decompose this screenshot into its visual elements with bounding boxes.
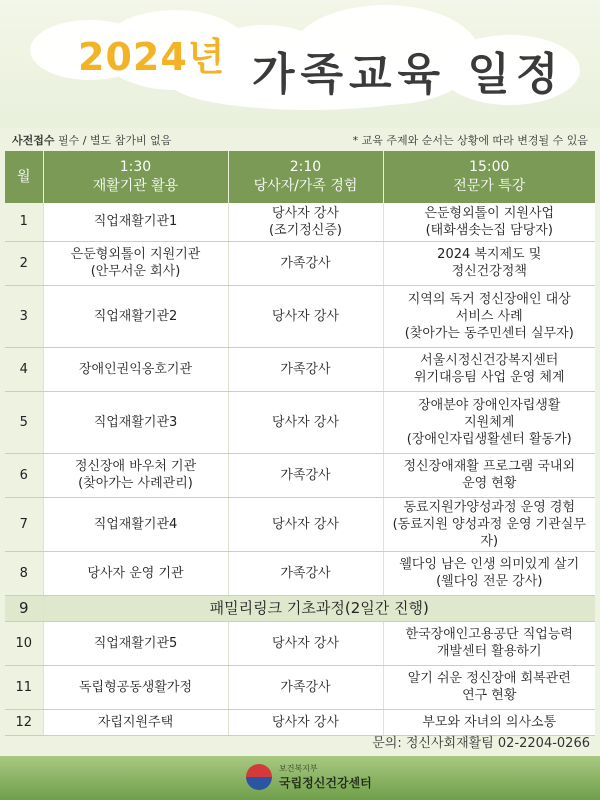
schedule-table: [5, 151, 595, 736]
schedule-cell: [43, 241, 228, 285]
year-heading: 2024년: [78, 35, 226, 79]
cell-line: 위기대응팀 사업 운영 체계: [413, 370, 565, 385]
month-cell: 12: [5, 709, 43, 735]
cell-line: 2024 복지제도 및: [437, 247, 542, 262]
cell-line: 정신장애 바우처 기관: [74, 459, 197, 474]
schedule-cell: [228, 347, 383, 391]
table-row: [5, 665, 595, 709]
cell-line: 장애분야 장애인자립생활: [418, 397, 561, 413]
month-cell: 8: [5, 551, 43, 595]
table-row: [5, 497, 595, 551]
change-notice: * 교육 주제와 순서는 상황에 따라 변경될 수 있음: [352, 134, 588, 147]
column-header: [5, 151, 43, 203]
month-cell: 6: [5, 453, 43, 497]
cell-line: 직업재활기관5: [93, 635, 178, 651]
page-title: 가족교육 일정: [252, 49, 565, 100]
schedule-cell: [228, 665, 383, 709]
schedule-cell: [43, 551, 228, 595]
cell-line: (장애인자립생활센터 활동가): [406, 431, 572, 447]
cell-line: 한국장애인고용공단 직업능력: [405, 627, 573, 642]
ministry-label: 보건복지부: [279, 764, 318, 773]
column-header-line: 월: [16, 168, 31, 185]
cell-line: 부모와 자녀의 의사소통: [422, 714, 557, 730]
schedule-cell: [43, 621, 228, 665]
cell-line: 서울시정신건강복지센터: [420, 353, 559, 368]
schedule-cell: [43, 453, 228, 497]
schedule-cell: [383, 203, 595, 241]
schedule-cell: [228, 709, 383, 735]
schedule-cell: [228, 391, 383, 453]
cell-line: (태화샘솟는집 담당자): [425, 222, 553, 238]
table-row: [5, 621, 595, 665]
cell-line: 직업재활기관3: [93, 414, 178, 430]
cell-line: 가족강사: [280, 565, 331, 581]
special-program-text: 패밀리링크 기초과정(2일간 진행): [43, 595, 595, 621]
month-cell: 4: [5, 347, 43, 391]
schedule-cell: [383, 453, 595, 497]
cell-line: 알기 쉬운 정신장애 회복관련: [407, 671, 571, 686]
schedule-cell: [383, 551, 595, 595]
cell-line: 동료지원가양성과정 운영 경험: [403, 499, 576, 515]
cell-line: 개발센터 활용하기: [436, 644, 542, 659]
column-header: [228, 151, 383, 203]
header-row: [5, 151, 595, 203]
column-header: [383, 151, 595, 203]
government-emblem-icon: [246, 764, 272, 790]
cell-line: 은둔형외톨이 지원사업: [424, 205, 555, 221]
cell-line: 당사자 강사: [272, 414, 339, 430]
cell-line: (웰다잉 전문 강사): [436, 574, 543, 589]
column-header-line: 재활기관 활용: [92, 178, 179, 194]
cell-line: 직업재활기관4: [93, 516, 178, 532]
cell-line: (조기정신증): [269, 222, 342, 238]
registration-label: 사전접수: [12, 134, 55, 147]
cell-line: 당사자 강사: [272, 205, 339, 221]
schedule-cell: [383, 621, 595, 665]
cell-line: 독립형공동생활가정: [78, 679, 193, 695]
schedule-cell: [383, 665, 595, 709]
month-cell: 1: [5, 203, 43, 241]
cell-line: (찾아가는 동주민센터 실무자): [404, 325, 574, 341]
cell-line: 은둔형외톨이 지원기관: [70, 247, 201, 262]
column-header-line: 전문가 특강: [453, 178, 526, 194]
cell-line: 연구 현황: [462, 688, 517, 703]
cell-line: 지역의 독거 정신장애인 대상: [407, 291, 571, 307]
cell-line: (동료지원 양성과정 운영 기관실무자): [392, 516, 586, 549]
schedule-cell: [43, 665, 228, 709]
cell-line: 가족강사: [280, 467, 331, 483]
month-cell: 10: [5, 621, 43, 665]
month-cell: 9: [5, 595, 43, 621]
schedule-cell: [43, 709, 228, 735]
header-banner: [0, 0, 600, 128]
column-header: [43, 151, 228, 203]
organization-name: 국립정신건강센터: [279, 776, 372, 790]
cell-line: (찾아가는 사례관리): [78, 476, 193, 491]
cell-line: 당사자 강사: [272, 308, 339, 324]
schedule-cell: [43, 497, 228, 551]
cell-line: 당사자 강사: [272, 516, 339, 532]
table-row: [5, 551, 595, 595]
contact-info: 문의: 정신사회재활팀 02-2204-0266: [372, 736, 590, 751]
cell-line: 자립지원주택: [97, 714, 174, 730]
column-header-line: 15:00: [469, 159, 510, 175]
schedule-cell: [383, 285, 595, 347]
schedule-cell: [228, 551, 383, 595]
month-cell: 7: [5, 497, 43, 551]
month-cell: 2: [5, 241, 43, 285]
cell-line: 정신건강정책: [451, 264, 527, 279]
registration-note: [12, 132, 171, 148]
month-cell: 3: [5, 285, 43, 347]
schedule-cell: [228, 203, 383, 241]
schedule-cell: [43, 391, 228, 453]
schedule-cell: [228, 241, 383, 285]
schedule-cell: [228, 621, 383, 665]
cell-line: 지원체계: [464, 414, 515, 430]
cell-line: 가족강사: [280, 679, 331, 695]
cell-line: 직업재활기관2: [93, 308, 178, 324]
cell-line: (안무서운 회사): [90, 264, 181, 279]
cell-line: 당사자 강사: [272, 635, 339, 651]
schedule-cell: [228, 453, 383, 497]
schedule-cell: [43, 347, 228, 391]
registration-detail: 필수 / 별도 참가비 없음: [54, 134, 172, 147]
column-header-line: 2:10: [289, 159, 322, 175]
cell-line: 장애인권익옹호기관: [78, 361, 193, 377]
month-cell: 5: [5, 391, 43, 453]
table-row: [5, 241, 595, 285]
column-header-line: 1:30: [119, 159, 152, 175]
cell-line: 가족강사: [280, 255, 331, 271]
schedule-cell: [43, 285, 228, 347]
cell-line: 정신장애재활 프로그램 국내외: [403, 459, 576, 474]
cell-line: 직업재활기관1: [93, 214, 178, 230]
cell-line: 당사자 강사: [272, 714, 339, 730]
cell-line: 서비스 사례: [455, 308, 523, 324]
special-program-row: [5, 595, 595, 621]
cell-line: 운영 현황: [462, 476, 517, 491]
month-cell: 11: [5, 665, 43, 709]
table-row: [5, 453, 595, 497]
table-row: [5, 347, 595, 391]
schedule-cell: [228, 497, 383, 551]
schedule-cell: [383, 497, 595, 551]
table-row: [5, 391, 595, 453]
table-row: [5, 285, 595, 347]
schedule-cell: [383, 241, 595, 285]
table-row: [5, 203, 595, 241]
schedule-cell: [383, 347, 595, 391]
schedule-cell: [383, 391, 595, 453]
column-header-line: 당사자/가족 경험: [253, 178, 358, 194]
cell-line: 웰다잉 남은 인생 의미있게 살기: [399, 557, 580, 572]
schedule-cell: [43, 203, 228, 241]
schedule-cell: [228, 285, 383, 347]
cell-line: 당사자 운영 기관: [87, 565, 184, 581]
cell-line: 가족강사: [280, 361, 331, 377]
